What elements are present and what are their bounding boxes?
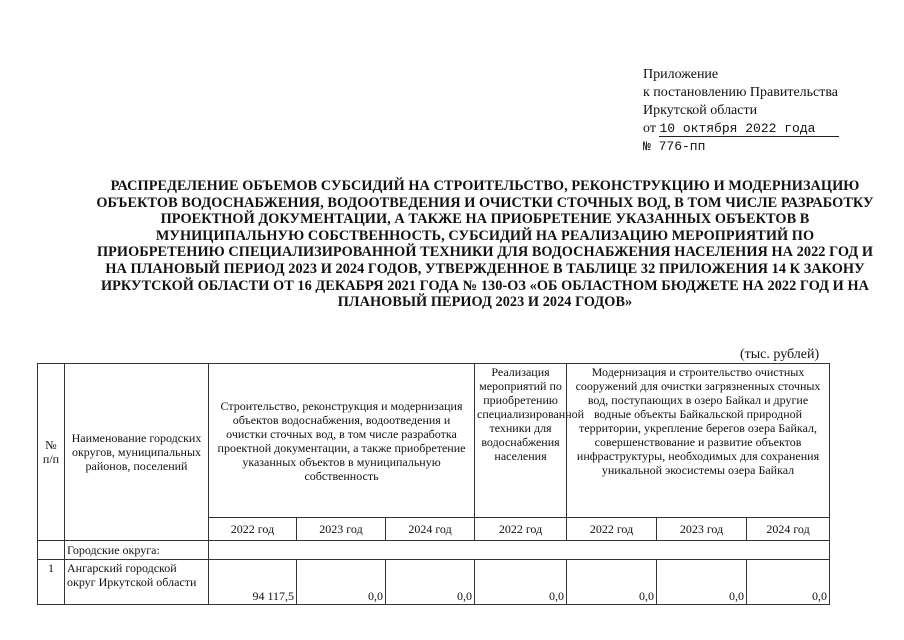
header-name: Наименование городских округов, муниципальных районов, поселений xyxy=(65,364,209,541)
year-header: 2023 год xyxy=(297,518,386,541)
group-empty-cell xyxy=(209,541,830,560)
row-value: 0,0 xyxy=(297,560,386,605)
header-group-equipment: Реализация мероприятий по приобретению специализированной техники для водоснабжения населения xyxy=(475,364,567,518)
row-value: 0,0 xyxy=(386,560,475,605)
row-value: 0,0 xyxy=(657,560,747,605)
group-num-cell xyxy=(38,541,65,560)
row-value: 0,0 xyxy=(747,560,830,605)
year-header: 2024 год xyxy=(747,518,830,541)
header-num: № п/п xyxy=(38,364,65,541)
decree-number: № 776-пп xyxy=(643,139,706,154)
approval-line-1: Приложение xyxy=(643,67,719,82)
date-value: 10 октября 2022 года xyxy=(659,121,839,137)
table-row xyxy=(38,560,830,605)
year-header: 2022 год xyxy=(567,518,657,541)
row-value: 0,0 xyxy=(567,560,657,605)
approval-date xyxy=(643,120,883,138)
date-prefix: от xyxy=(643,121,656,136)
header-row xyxy=(38,364,830,518)
approval-line-2: к постановлению Правительства xyxy=(643,85,839,100)
group-label: Городские округа: xyxy=(65,541,209,560)
row-name: Ангарский городской округ Иркутской области xyxy=(65,560,209,605)
year-header: 2022 год xyxy=(475,518,567,541)
header-group-baikal: Модернизация и строительство очистных сооружений для очистки загрязненных сточных вод, поступающих в озеро Байкал и другие водные объекты Байкальской природной территории, укрепление берегов озера Байкал, совершенствование и развитие объектов инфраструктуры, необходимых для сохранения уникальной экосистемы озера Байкал xyxy=(567,364,830,518)
approval-block xyxy=(643,66,883,156)
header-group-construction: Строительство, реконструкция и модернизация объектов водоснабжения, водоотведения и очистки сточных вод, в том числе разработка проектной документации, а также приобретение указанных объектов в муниципальную собственность xyxy=(209,364,475,518)
units-label: (тыс. рублей) xyxy=(740,347,820,362)
group-row xyxy=(38,541,830,560)
document-title: РАСПРЕДЕЛЕНИЕ ОБЪЕМОВ СУБСИДИЙ НА СТРОИТЕЛЬСТВО, РЕКОНСТРУКЦИЮ И МОДЕРНИЗАЦИЮ ОБЪЕКТОВ ВОДОСНАБЖЕНИЯ, ВОДООТВЕДЕНИЯ И ОЧИСТКИ СТОЧНЫХ ВОД, В ТОМ ЧИСЛЕ РАЗРАБОТКУ ПРОЕКТНОЙ ДОКУМЕНТАЦИИ, А ТАКЖЕ НА ПРИОБРЕТЕНИЕ УКАЗАННЫХ ОБЪЕКТОВ В МУНИЦИПАЛЬНУЮ СОБСТВЕННОСТЬ, СУБСИДИЙ НА РЕАЛИЗАЦИЮ МЕРОПРИЯТИЙ ПО ПРИОБРЕТЕНИЮ СПЕЦИАЛИЗИРОВАННОЙ ТЕХНИКИ ДЛЯ ВОДОСНАБЖЕНИЯ НАСЕЛЕНИЯ НА 2022 ГОД И НА ПЛАНОВЫЙ ПЕРИОД 2023 И 2024 ГОДОВ, УТВЕРЖДЕННОЕ В ТАБЛИЦЕ 32 ПРИЛОЖЕНИЯ 14 К ЗАКОНУ ИРКУТСКОЙ ОБЛАСТИ ОТ 16 ДЕКАБРЯ 2021 ГОДА № 130-ОЗ «ОБ ОБЛАСТНОМ БЮДЖЕТЕ НА 2022 ГОД И НА ПЛАНОВЫЙ ПЕРИОД 2023 И 2024 ГОДОВ» xyxy=(96,178,874,311)
year-header: 2023 год xyxy=(657,518,747,541)
subsidy-table xyxy=(37,363,830,605)
row-num: 1 xyxy=(38,560,65,605)
approval-line-3: Иркутской области xyxy=(643,103,758,118)
row-value: 94 117,5 xyxy=(209,560,297,605)
year-header: 2022 год xyxy=(209,518,297,541)
row-value: 0,0 xyxy=(475,560,567,605)
year-header: 2024 год xyxy=(386,518,475,541)
